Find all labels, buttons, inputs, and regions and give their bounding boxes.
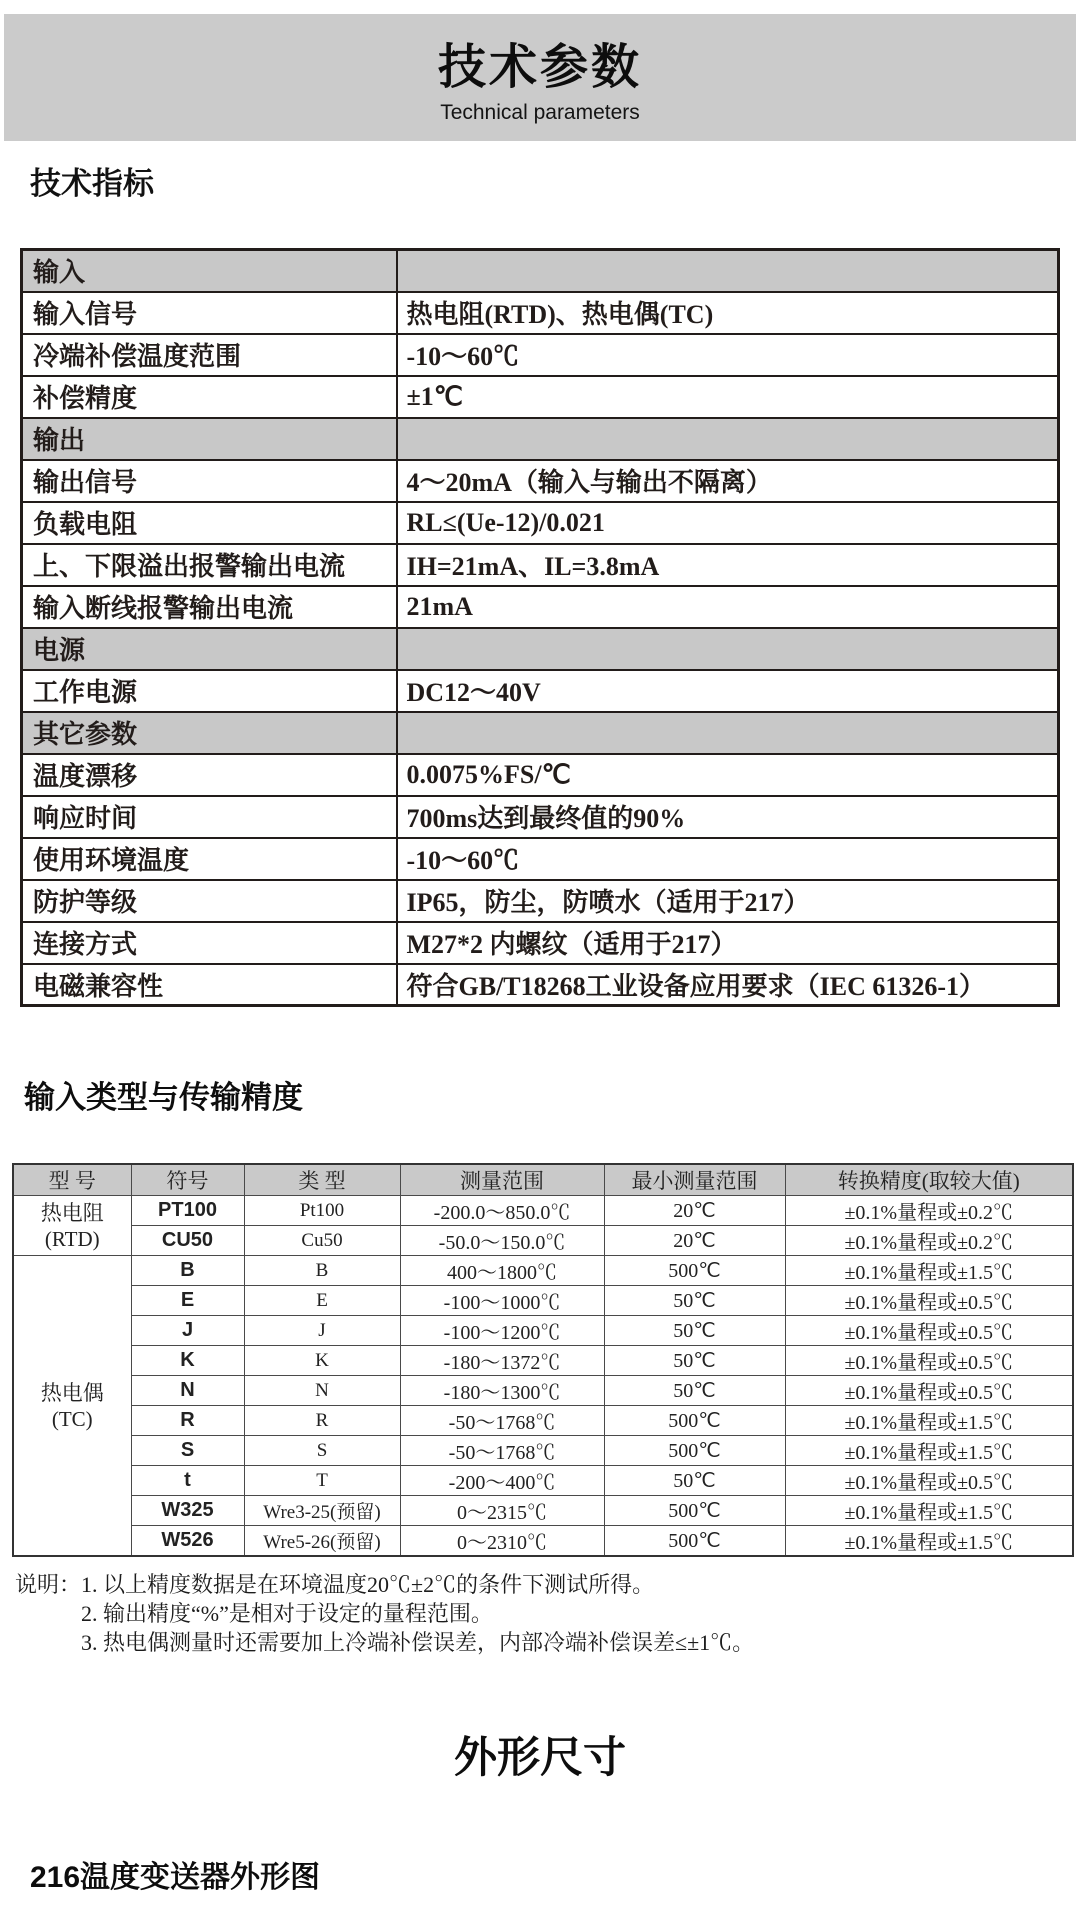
range-cell: -180～1300℃ [400, 1376, 604, 1406]
group-cell-tc [13, 1256, 131, 1557]
spec-label-cell: 输入信号 [22, 292, 397, 334]
range-cell: -50～1768℃ [400, 1406, 604, 1436]
spec-label-cell: 负载电阻 [22, 502, 397, 544]
accuracy-cell: ±0.1%量程或±0.2℃ [785, 1226, 1073, 1256]
page-subtitle: Technical parameters [440, 101, 640, 124]
table-row [22, 292, 1059, 334]
spec-label-cell: 温度漂移 [22, 754, 397, 796]
symbol-cell: W526 [131, 1526, 244, 1557]
range-cell: -200～400℃ [400, 1466, 604, 1496]
symbol-cell: W325 [131, 1496, 244, 1526]
spec-value-cell: DC12～40V [397, 670, 1059, 712]
spec-value-cell: IH=21mA、IL=3.8mA [397, 544, 1059, 586]
spec-label-cell: 电源 [22, 628, 397, 670]
table-row-section [22, 628, 1059, 670]
spec-value-cell: 700ms达到最终值的90% [397, 796, 1059, 838]
spec-value-cell: ±1℃ [397, 376, 1059, 418]
range-cell: 0～2310℃ [400, 1526, 604, 1557]
spec-label-cell: 其它参数 [22, 712, 397, 754]
group-label-sub: (RTD) [44, 1226, 100, 1251]
type-cell: S [244, 1436, 400, 1466]
type-cell: T [244, 1466, 400, 1496]
type-cell: Cu50 [244, 1226, 400, 1256]
col-header-type: 类 型 [244, 1164, 400, 1196]
symbol-cell: B [131, 1256, 244, 1286]
type-cell: R [244, 1406, 400, 1436]
table-row-section [22, 418, 1059, 460]
spec-value-cell: IP65，防尘，防喷水（适用于217） [397, 880, 1059, 922]
table-row [13, 1256, 1073, 1286]
note-item: 2. 输出精度“%”是相对于设定的量程范围。 [81, 1601, 493, 1626]
symbol-cell: N [131, 1376, 244, 1406]
spec-value-cell [397, 712, 1059, 754]
table-row [22, 460, 1059, 502]
min-range-cell: 50℃ [604, 1466, 785, 1496]
min-range-cell: 500℃ [604, 1406, 785, 1436]
group-label-sub: (TC) [51, 1406, 93, 1431]
min-range-cell: 500℃ [604, 1256, 785, 1286]
accuracy-cell: ±0.1%量程或±0.5℃ [785, 1466, 1073, 1496]
min-range-cell: 50℃ [604, 1316, 785, 1346]
group-label: 热电偶 [40, 1380, 104, 1405]
spec-label-cell: 连接方式 [22, 922, 397, 964]
title-banner [4, 14, 1076, 141]
spec-table [20, 248, 1060, 1007]
accuracy-table [12, 1163, 1074, 1557]
min-range-cell: 50℃ [604, 1286, 785, 1316]
table-row-section [22, 250, 1059, 292]
range-cell: -180～1372℃ [400, 1346, 604, 1376]
table-row [22, 502, 1059, 544]
range-cell: 0～2315℃ [400, 1496, 604, 1526]
section-heading-input-type: 输入类型与传输精度 [24, 1080, 303, 1115]
table-row [13, 1436, 1073, 1466]
spec-label-cell: 电磁兼容性 [22, 964, 397, 1006]
spec-label-cell: 防护等级 [22, 880, 397, 922]
accuracy-cell: ±0.1%量程或±0.5℃ [785, 1316, 1073, 1346]
table-row [13, 1496, 1073, 1526]
table-row [22, 796, 1059, 838]
table-row [22, 838, 1059, 880]
symbol-cell: CU50 [131, 1226, 244, 1256]
table-row [13, 1316, 1073, 1346]
table-row [22, 586, 1059, 628]
spec-value-cell: 0.0075%FS/℃ [397, 754, 1059, 796]
table-row-section [22, 712, 1059, 754]
spec-value-cell: M27*2 内螺纹（适用于217） [397, 922, 1059, 964]
note-item: 1. 以上精度数据是在环境温度20℃±2℃的条件下测试所得。 [81, 1572, 655, 1597]
table-row [22, 376, 1059, 418]
symbol-cell: PT100 [131, 1196, 244, 1226]
accuracy-cell: ±0.1%量程或±1.5℃ [785, 1526, 1073, 1557]
range-cell: 400～1800℃ [400, 1256, 604, 1286]
spec-label-cell: 输出信号 [22, 460, 397, 502]
note-item: 3. 热电偶测量时还需要加上冷端补偿误差，内部冷端补偿误差≤±1℃。 [81, 1630, 755, 1655]
spec-label-cell: 冷端补偿温度范围 [22, 334, 397, 376]
col-header-range: 测量范围 [400, 1164, 604, 1196]
accuracy-cell: ±0.1%量程或±0.2℃ [785, 1196, 1073, 1226]
spec-value-cell [397, 628, 1059, 670]
symbol-cell: J [131, 1316, 244, 1346]
min-range-cell: 20℃ [604, 1226, 785, 1256]
accuracy-cell: ±0.1%量程或±1.5℃ [785, 1256, 1073, 1286]
type-cell: Pt100 [244, 1196, 400, 1226]
col-header-symbol: 符号 [131, 1164, 244, 1196]
spec-value-cell: -10～60℃ [397, 838, 1059, 880]
section-heading-dimensions: 外形尺寸 [454, 1734, 626, 1782]
notes-block [15, 1570, 1055, 1657]
table-row [13, 1226, 1073, 1256]
spec-label-cell: 输入 [22, 250, 397, 292]
table-row [13, 1196, 1073, 1226]
spec-value-cell: 21mA [397, 586, 1059, 628]
range-cell: -200.0～850.0℃ [400, 1196, 604, 1226]
symbol-cell: K [131, 1346, 244, 1376]
type-cell: Wre5-26(预留) [244, 1526, 400, 1557]
min-range-cell: 500℃ [604, 1496, 785, 1526]
symbol-cell: t [131, 1466, 244, 1496]
table-row [22, 334, 1059, 376]
accuracy-cell: ±0.1%量程或±0.5℃ [785, 1376, 1073, 1406]
spec-value-cell: 热电阻(RTD)、热电偶(TC) [397, 292, 1059, 334]
col-header-model: 型 号 [13, 1164, 131, 1196]
section-heading-outline-216: 216温度变送器外形图 [30, 1861, 321, 1894]
min-range-cell: 50℃ [604, 1376, 785, 1406]
accuracy-cell: ±0.1%量程或±1.5℃ [785, 1436, 1073, 1466]
accuracy-cell: ±0.1%量程或±1.5℃ [785, 1496, 1073, 1526]
spec-label-cell: 输入断线报警输出电流 [22, 586, 397, 628]
group-cell-rtd [13, 1196, 131, 1256]
table-row [13, 1526, 1073, 1557]
table-row [22, 922, 1059, 964]
min-range-cell: 500℃ [604, 1526, 785, 1557]
table-row [22, 670, 1059, 712]
table-row [22, 964, 1059, 1006]
table-row [13, 1376, 1073, 1406]
table-row [13, 1286, 1073, 1316]
type-cell: K [244, 1346, 400, 1376]
spec-label-cell: 补偿精度 [22, 376, 397, 418]
table-row [22, 754, 1059, 796]
accuracy-cell: ±0.1%量程或±0.5℃ [785, 1286, 1073, 1316]
table-row [13, 1346, 1073, 1376]
page-title: 技术参数 [437, 41, 642, 94]
spec-label-cell: 上、下限溢出报警输出电流 [22, 544, 397, 586]
spec-label-cell: 响应时间 [22, 796, 397, 838]
spec-value-cell [397, 418, 1059, 460]
spec-value-cell: -10～60℃ [397, 334, 1059, 376]
spec-label-cell: 使用环境温度 [22, 838, 397, 880]
accuracy-cell: ±0.1%量程或±0.5℃ [785, 1346, 1073, 1376]
accuracy-cell: ±0.1%量程或±1.5℃ [785, 1406, 1073, 1436]
spec-value-cell: 4～20mA（输入与输出不隔离） [397, 460, 1059, 502]
type-cell: B [244, 1256, 400, 1286]
min-range-cell: 500℃ [604, 1436, 785, 1466]
min-range-cell: 50℃ [604, 1346, 785, 1376]
col-header-accuracy: 转换精度(取较大值) [785, 1164, 1073, 1196]
spec-value-cell: RL≤(Ue-12)/0.021 [397, 502, 1059, 544]
type-cell: N [244, 1376, 400, 1406]
table-row [22, 880, 1059, 922]
symbol-cell: R [131, 1406, 244, 1436]
col-header-min-range: 最小测量范围 [604, 1164, 785, 1196]
table-row [13, 1466, 1073, 1496]
section-heading-tech-index: 技术指标 [30, 166, 154, 201]
symbol-cell: S [131, 1436, 244, 1466]
spec-label-cell: 工作电源 [22, 670, 397, 712]
spec-label-cell: 输出 [22, 418, 397, 460]
range-cell: -50～1768℃ [400, 1436, 604, 1466]
range-cell: -50.0～150.0℃ [400, 1226, 604, 1256]
min-range-cell: 20℃ [604, 1196, 785, 1226]
type-cell: J [244, 1316, 400, 1346]
range-cell: -100～1200℃ [400, 1316, 604, 1346]
table-header-row [13, 1164, 1073, 1196]
spec-value-cell: 符合GB/T18268工业设备应用要求（IEC 61326-1） [397, 964, 1059, 1006]
table-row [13, 1406, 1073, 1436]
range-cell: -100～1000℃ [400, 1286, 604, 1316]
spec-value-cell [397, 250, 1059, 292]
notes-prefix: 说明： [15, 1572, 82, 1597]
table-row [22, 544, 1059, 586]
symbol-cell: E [131, 1286, 244, 1316]
group-label: 热电阻 [40, 1200, 104, 1225]
type-cell: E [244, 1286, 400, 1316]
type-cell: Wre3-25(预留) [244, 1496, 400, 1526]
